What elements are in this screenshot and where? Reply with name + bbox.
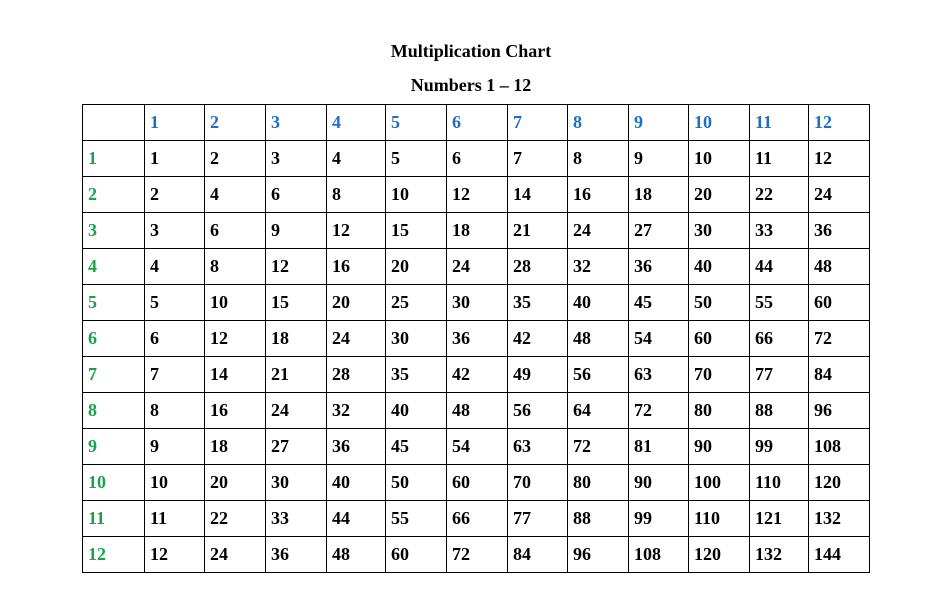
column-header-6: 6 <box>447 105 508 141</box>
table-row <box>83 249 870 285</box>
product-cell: 6 <box>266 177 327 213</box>
product-cell: 15 <box>266 285 327 321</box>
row-header-2: 2 <box>83 177 145 213</box>
product-cell: 60 <box>689 321 750 357</box>
product-cell: 49 <box>508 357 568 393</box>
product-cell: 25 <box>386 285 447 321</box>
product-cell: 72 <box>809 321 870 357</box>
product-cell: 96 <box>568 537 629 573</box>
product-cell: 36 <box>809 213 870 249</box>
column-header-5: 5 <box>386 105 447 141</box>
product-cell: 88 <box>750 393 809 429</box>
table-row <box>83 357 870 393</box>
product-cell: 42 <box>508 321 568 357</box>
product-cell: 40 <box>689 249 750 285</box>
product-cell: 22 <box>205 501 266 537</box>
product-cell: 14 <box>205 357 266 393</box>
product-cell: 8 <box>327 177 386 213</box>
product-cell: 18 <box>266 321 327 357</box>
product-cell: 90 <box>689 429 750 465</box>
product-cell: 14 <box>508 177 568 213</box>
product-cell: 10 <box>145 465 205 501</box>
product-cell: 8 <box>205 249 266 285</box>
column-header-10: 10 <box>689 105 750 141</box>
column-header-1: 1 <box>145 105 205 141</box>
product-cell: 96 <box>809 393 870 429</box>
product-cell: 28 <box>327 357 386 393</box>
product-cell: 48 <box>327 537 386 573</box>
product-cell: 36 <box>327 429 386 465</box>
product-cell: 4 <box>327 141 386 177</box>
product-cell: 70 <box>508 465 568 501</box>
product-cell: 24 <box>327 321 386 357</box>
product-cell: 30 <box>447 285 508 321</box>
product-cell: 55 <box>750 285 809 321</box>
product-cell: 8 <box>145 393 205 429</box>
product-cell: 54 <box>629 321 689 357</box>
product-cell: 30 <box>386 321 447 357</box>
product-cell: 16 <box>568 177 629 213</box>
product-cell: 24 <box>568 213 629 249</box>
product-cell: 36 <box>447 321 508 357</box>
product-cell: 40 <box>568 285 629 321</box>
product-cell: 24 <box>447 249 508 285</box>
product-cell: 11 <box>145 501 205 537</box>
product-cell: 15 <box>386 213 447 249</box>
page-title: Multiplication Chart <box>390 41 552 61</box>
row-header-11: 11 <box>83 501 145 537</box>
column-header-9: 9 <box>629 105 689 141</box>
product-cell: 27 <box>629 213 689 249</box>
row-header-3: 3 <box>83 213 145 249</box>
product-cell: 10 <box>205 285 266 321</box>
product-cell: 21 <box>508 213 568 249</box>
table-row <box>83 213 870 249</box>
product-cell: 24 <box>809 177 870 213</box>
row-header-8: 8 <box>83 393 145 429</box>
product-cell: 72 <box>568 429 629 465</box>
page-subtitle: Numbers 1 – 12 <box>410 75 532 95</box>
product-cell: 120 <box>689 537 750 573</box>
row-header-1: 1 <box>83 141 145 177</box>
product-cell: 10 <box>689 141 750 177</box>
product-cell: 56 <box>508 393 568 429</box>
product-cell: 3 <box>266 141 327 177</box>
product-cell: 12 <box>205 321 266 357</box>
product-cell: 28 <box>508 249 568 285</box>
product-cell: 88 <box>568 501 629 537</box>
product-cell: 20 <box>689 177 750 213</box>
product-cell: 12 <box>809 141 870 177</box>
product-cell: 4 <box>205 177 266 213</box>
row-header-9: 9 <box>83 429 145 465</box>
product-cell: 84 <box>508 537 568 573</box>
product-cell: 72 <box>629 393 689 429</box>
product-cell: 16 <box>327 249 386 285</box>
column-header-12: 12 <box>809 105 870 141</box>
product-cell: 20 <box>386 249 447 285</box>
product-cell: 3 <box>145 213 205 249</box>
product-cell: 33 <box>266 501 327 537</box>
product-cell: 9 <box>266 213 327 249</box>
product-cell: 30 <box>266 465 327 501</box>
table-row <box>83 501 870 537</box>
table-row <box>83 321 870 357</box>
product-cell: 18 <box>205 429 266 465</box>
product-cell: 66 <box>447 501 508 537</box>
product-cell: 18 <box>447 213 508 249</box>
product-cell: 6 <box>447 141 508 177</box>
product-cell: 7 <box>145 357 205 393</box>
product-cell: 12 <box>327 213 386 249</box>
row-header-10: 10 <box>83 465 145 501</box>
column-header-3: 3 <box>266 105 327 141</box>
product-cell: 144 <box>809 537 870 573</box>
column-header-11: 11 <box>750 105 809 141</box>
product-cell: 108 <box>629 537 689 573</box>
table-row <box>83 465 870 501</box>
product-cell: 40 <box>327 465 386 501</box>
product-cell: 2 <box>145 177 205 213</box>
product-cell: 16 <box>205 393 266 429</box>
product-cell: 12 <box>447 177 508 213</box>
product-cell: 40 <box>386 393 447 429</box>
row-header-4: 4 <box>83 249 145 285</box>
product-cell: 8 <box>568 141 629 177</box>
row-header-5: 5 <box>83 285 145 321</box>
product-cell: 56 <box>568 357 629 393</box>
table-row <box>83 177 870 213</box>
product-cell: 45 <box>629 285 689 321</box>
product-cell: 80 <box>568 465 629 501</box>
table-row <box>83 393 870 429</box>
product-cell: 5 <box>386 141 447 177</box>
product-cell: 120 <box>809 465 870 501</box>
product-cell: 2 <box>205 141 266 177</box>
product-cell: 10 <box>386 177 447 213</box>
product-cell: 42 <box>447 357 508 393</box>
product-cell: 9 <box>629 141 689 177</box>
header-row <box>83 105 870 141</box>
product-cell: 48 <box>447 393 508 429</box>
product-cell: 11 <box>750 141 809 177</box>
product-cell: 12 <box>145 537 205 573</box>
product-cell: 24 <box>205 537 266 573</box>
product-cell: 70 <box>689 357 750 393</box>
product-cell: 1 <box>145 141 205 177</box>
product-cell: 66 <box>750 321 809 357</box>
product-cell: 27 <box>266 429 327 465</box>
product-cell: 132 <box>809 501 870 537</box>
product-cell: 72 <box>447 537 508 573</box>
product-cell: 80 <box>689 393 750 429</box>
column-header-8: 8 <box>568 105 629 141</box>
product-cell: 108 <box>809 429 870 465</box>
product-cell: 5 <box>145 285 205 321</box>
product-cell: 64 <box>568 393 629 429</box>
product-cell: 60 <box>447 465 508 501</box>
product-cell: 77 <box>750 357 809 393</box>
product-cell: 100 <box>689 465 750 501</box>
product-cell: 77 <box>508 501 568 537</box>
product-cell: 33 <box>750 213 809 249</box>
product-cell: 60 <box>386 537 447 573</box>
product-cell: 6 <box>205 213 266 249</box>
corner-cell <box>83 105 145 141</box>
table-row <box>83 537 870 573</box>
product-cell: 36 <box>266 537 327 573</box>
row-header-7: 7 <box>83 357 145 393</box>
product-cell: 110 <box>750 465 809 501</box>
product-cell: 20 <box>327 285 386 321</box>
product-cell: 24 <box>266 393 327 429</box>
product-cell: 63 <box>508 429 568 465</box>
product-cell: 22 <box>750 177 809 213</box>
product-cell: 32 <box>327 393 386 429</box>
product-cell: 7 <box>508 141 568 177</box>
product-cell: 35 <box>386 357 447 393</box>
product-cell: 99 <box>750 429 809 465</box>
product-cell: 44 <box>750 249 809 285</box>
product-cell: 110 <box>689 501 750 537</box>
table-row <box>83 141 870 177</box>
product-cell: 55 <box>386 501 447 537</box>
product-cell: 30 <box>689 213 750 249</box>
product-cell: 84 <box>809 357 870 393</box>
product-cell: 121 <box>750 501 809 537</box>
row-header-12: 12 <box>83 537 145 573</box>
product-cell: 36 <box>629 249 689 285</box>
column-header-7: 7 <box>508 105 568 141</box>
product-cell: 35 <box>508 285 568 321</box>
product-cell: 99 <box>629 501 689 537</box>
column-header-2: 2 <box>205 105 266 141</box>
product-cell: 12 <box>266 249 327 285</box>
product-cell: 63 <box>629 357 689 393</box>
product-cell: 50 <box>386 465 447 501</box>
product-cell: 18 <box>629 177 689 213</box>
table-row <box>83 429 870 465</box>
product-cell: 20 <box>205 465 266 501</box>
product-cell: 81 <box>629 429 689 465</box>
product-cell: 45 <box>386 429 447 465</box>
column-header-4: 4 <box>327 105 386 141</box>
product-cell: 4 <box>145 249 205 285</box>
product-cell: 48 <box>568 321 629 357</box>
product-cell: 9 <box>145 429 205 465</box>
product-cell: 50 <box>689 285 750 321</box>
table-row <box>83 285 870 321</box>
product-cell: 44 <box>327 501 386 537</box>
product-cell: 60 <box>809 285 870 321</box>
product-cell: 48 <box>809 249 870 285</box>
row-header-6: 6 <box>83 321 145 357</box>
product-cell: 32 <box>568 249 629 285</box>
product-cell: 54 <box>447 429 508 465</box>
product-cell: 6 <box>145 321 205 357</box>
product-cell: 90 <box>629 465 689 501</box>
multiplication-table <box>82 104 870 573</box>
product-cell: 21 <box>266 357 327 393</box>
product-cell: 132 <box>750 537 809 573</box>
